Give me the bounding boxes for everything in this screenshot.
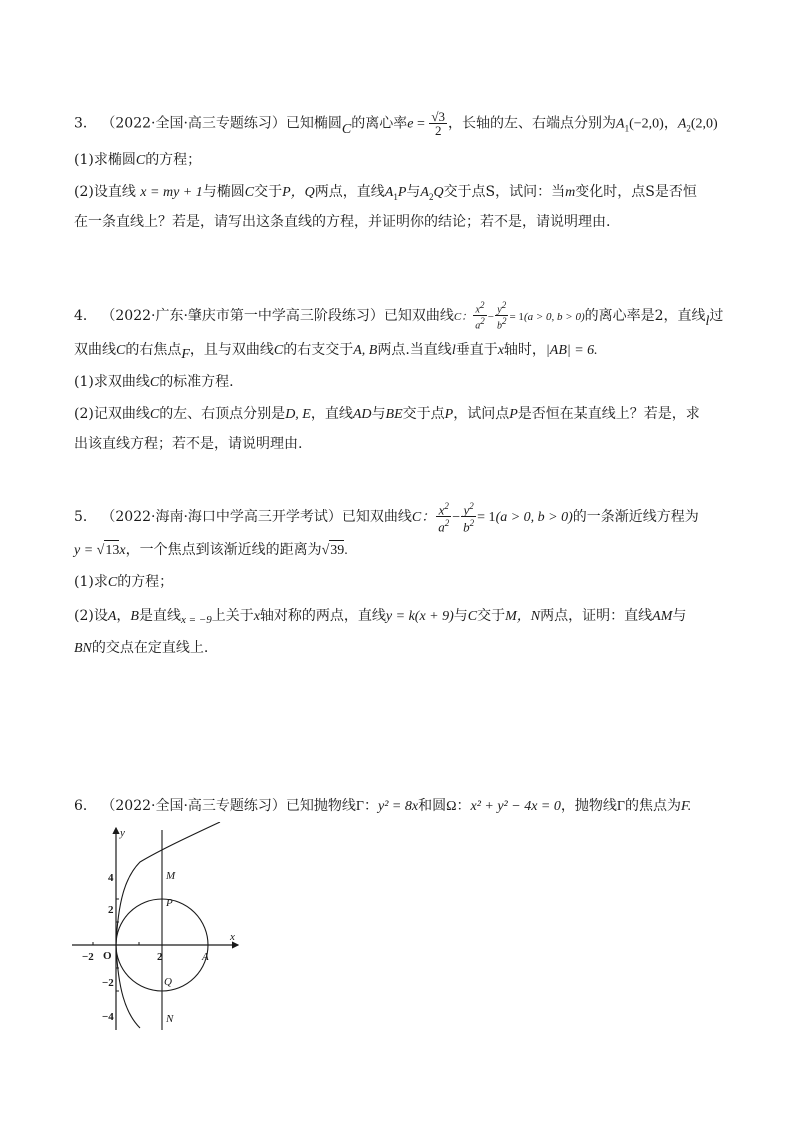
- problem-3-number: 3．: [74, 115, 97, 132]
- problem-5-line-5: BN的交点在定直线上.: [74, 640, 209, 656]
- problem-6-source: （2022·全国·高三专题练习）: [101, 798, 286, 814]
- problem-5-line-1: 5． （2022·海南·海口中学高三开学考试）已知双曲线C： $\frac{x^2}{a^2}$ − $\frac{y^2}{b^2}$ = 1(a > 0, b > 0)的一条渐近线方程为: [74, 501, 699, 535]
- problem-5-number: 5．: [74, 508, 97, 525]
- parabola-circle-graph: [70, 822, 250, 1032]
- problem-5-source: （2022·海南·海口中学高三开学考试）: [101, 508, 342, 525]
- problem-3-source: （2022·全国·高三专题练习）: [101, 115, 286, 132]
- problem-3-line-3: (2)设直线 x = my + 1与椭圆C交于P，Q两点，直线$A_1P$与$A_2Q$交于点S，试问：当m变化时，点S是否恒: [74, 184, 697, 202]
- y-axis-label: y: [120, 827, 125, 839]
- origin-label: O: [103, 950, 112, 962]
- x-tick-2: 2: [157, 951, 163, 963]
- y-tick-neg4: −4: [102, 1011, 114, 1023]
- parabola-curve: [116, 822, 220, 1028]
- problem-4-line-3: (1)求双曲线C的标准方程.: [74, 374, 234, 390]
- y-tick-4: 4: [108, 872, 114, 884]
- problem-4-number: 4．: [74, 307, 97, 324]
- problem-6-number: 6．: [74, 798, 97, 814]
- y-tick-2: 2: [108, 904, 114, 916]
- problem-4-line-2: 双曲线C的右焦点F，且与双曲线C的右支交于A, B两点.当直线l垂直于x轴时，|AB| = 6.: [74, 342, 598, 362]
- point-N-label: N: [166, 1013, 174, 1025]
- x-tick-neg2: −2: [82, 951, 94, 963]
- problem-4-line-5: 出该直线方程；若不是，请说明理由.: [74, 436, 303, 452]
- problem-4-line-1: 4． （2022·广东·肇庆市第一中学高三阶段练习）已知双曲线C： $\frac{x^2}{a^2}$ − $\frac{y^2}{b^2}$ = 1(a > 0, b > 0)的离心率是2，直线l过: [74, 300, 724, 332]
- problem-4-source: （2022·广东·肇庆市第一中学高三阶段练习）: [101, 307, 384, 324]
- problem-3-line-1: 3． （2022·全国·高三专题练习）已知椭圆C的离心率e = $\frac{√3}{2}$ ，长轴的左、右端点分别为$A_1(-2,0)$，$A_2(2,0)$: [74, 109, 718, 138]
- x-axis-label: x: [230, 931, 235, 943]
- point-P-label: P: [166, 897, 173, 909]
- fraction-sqrt3-over-2: $\frac{√3}{2}$: [431, 109, 446, 138]
- point-Q-label: Q: [164, 976, 172, 988]
- problem-3-line-2: (1)求椭圆C的方程；: [74, 152, 202, 168]
- point-M-label: M: [166, 870, 176, 882]
- y-tick-neg2: −2: [102, 977, 114, 989]
- point-A-label: A: [202, 951, 209, 963]
- problem-4-line-4: (2)记双曲线C的左、右顶点分别是D, E，直线AD与BE交于点P，试问点P是否恒在某直线上？若是，求: [74, 406, 700, 422]
- problem-6-line-1: 6． （2022·全国·高三专题练习）已知抛物线Γ：y² = 8x和圆Ω：x² + y² − 4x = 0，抛物线Γ的焦点为F.: [74, 798, 692, 814]
- problem-5-line-2: y = √13x，一个焦点到该渐近线的距离为√39.: [74, 540, 348, 561]
- problem-5-line-3: (1)求C的方程；: [74, 574, 174, 590]
- problem-5-line-4: (2)设A，B是直线$_{x = -9}$上关于x轴对称的两点，直线y = k(x + 9)与C交于M，N两点，证明：直线AM与: [74, 608, 687, 626]
- problem-3-line-4: 在一条直线上？若是，请写出这条直线的方程，并证明你的结论；若不是，请说明理由.: [74, 214, 611, 230]
